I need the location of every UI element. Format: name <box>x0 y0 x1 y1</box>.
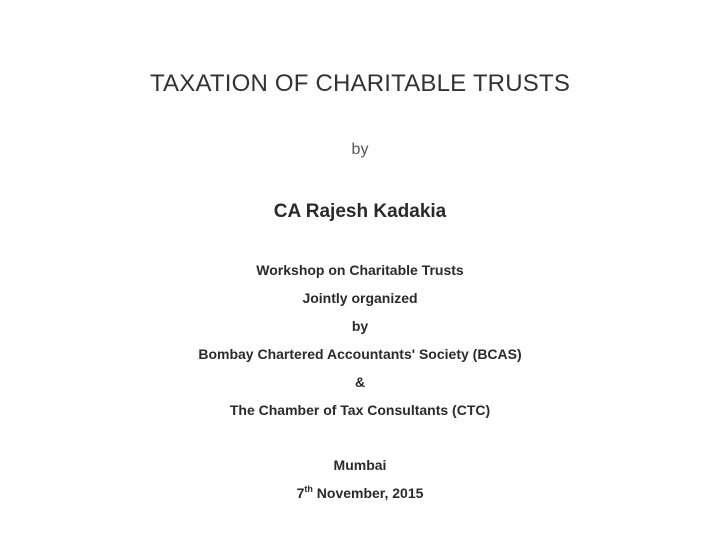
author-name: CA Rajesh Kadakia <box>273 201 447 222</box>
organizer-ctc: The Chamber of Tax Consultants (CTC) <box>229 402 491 418</box>
date-day: 7 <box>296 485 305 501</box>
date-rest: November, 2015 <box>312 485 424 501</box>
date-suffix: th <box>304 484 313 494</box>
organizer-bcas: Bombay Chartered Accountants' Society (BCAS) <box>198 346 522 362</box>
by-label: by <box>351 141 369 158</box>
organized-label: Jointly organized <box>302 290 418 306</box>
city: Mumbai <box>333 457 387 473</box>
by-label-2: by <box>351 318 369 334</box>
ampersand: & <box>354 374 366 390</box>
slide-title: TAXATION OF CHARITABLE TRUSTS <box>149 70 571 97</box>
event-date <box>0 485 720 501</box>
workshop-name: Workshop on Charitable Trusts <box>256 262 464 278</box>
